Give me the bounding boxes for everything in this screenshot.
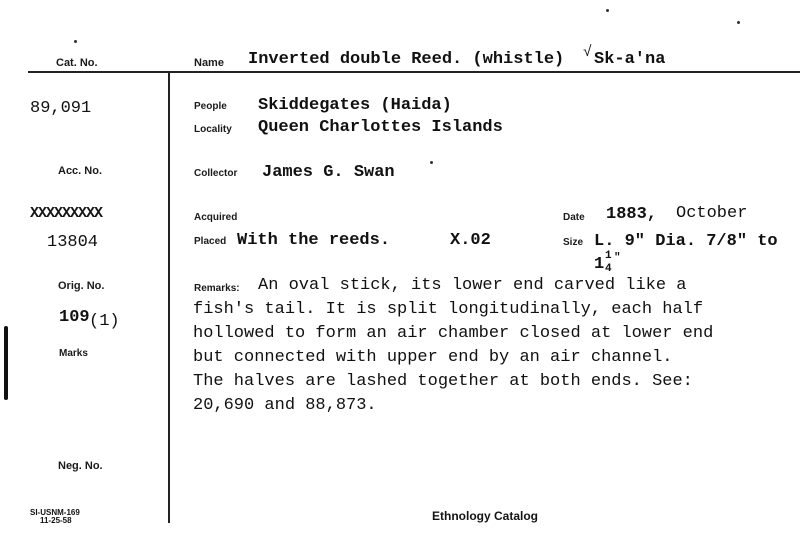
ink-dot: [430, 161, 433, 164]
ink-dot: [74, 40, 77, 43]
collector-label: Collector: [194, 168, 238, 179]
remarks-line: but connected with upper end by an air channel.: [193, 348, 673, 367]
size-fraction-denominator: 4: [605, 263, 612, 275]
size-fraction-numerator: 1: [605, 250, 612, 262]
form-id-line-1: SI-USNM-169: [30, 508, 80, 517]
collector-value: James G. Swan: [262, 163, 395, 182]
size-fraction-unit: ": [614, 252, 621, 264]
orig-no-label: Orig. No.: [58, 280, 105, 292]
acquired-label: Acquired: [194, 212, 238, 223]
locality-label: Locality: [194, 124, 232, 135]
neg-no-label: Neg. No.: [58, 460, 103, 472]
marks-label: Marks: [59, 348, 88, 359]
date-year-value: 1883,: [606, 205, 658, 224]
form-id-line-2: 11-25-58: [40, 516, 72, 525]
catalog-title: Ethnology Catalog: [432, 509, 538, 523]
header-rule: [28, 71, 800, 73]
remarks-line: The halves are lashed together at both ends. See:: [193, 372, 693, 391]
native-name-value: Sk-a'na: [594, 50, 666, 69]
form-id: [30, 509, 80, 525]
remarks-line: fish's tail. It is split longitudinally, each half: [193, 300, 704, 319]
remarks-line: 20,690 and 88,873.: [193, 396, 377, 415]
orig-no-suffix: (1): [89, 312, 120, 331]
acc-no-label: Acc. No.: [58, 165, 103, 177]
placed-label: Placed: [194, 236, 227, 247]
people-label: People: [194, 101, 227, 112]
people-value: Skiddegates (Haida): [258, 96, 452, 115]
acc-no-struck-value: XXXXXXXXX: [30, 205, 103, 222]
size-label: Size: [563, 237, 584, 248]
cat-no-value: 89,091: [30, 99, 92, 118]
placed-code-value: X.02: [450, 231, 491, 250]
name-label: Name: [194, 57, 224, 69]
checkmark-icon: √: [583, 44, 593, 61]
remarks-line: hollowed to form an air chamber closed at lower end: [193, 324, 714, 343]
locality-value: Queen Charlottes Islands: [258, 118, 503, 137]
date-month-value: October: [676, 204, 748, 223]
cat-no-label: Cat. No.: [56, 57, 98, 69]
placed-value: With the reeds.: [237, 231, 391, 250]
ink-dot: [606, 9, 609, 12]
date-label: Date: [563, 212, 585, 223]
remarks-line: An oval stick, its lower end carved like a: [258, 276, 687, 295]
name-value: Inverted double Reed. (whistle): [248, 50, 565, 69]
card-edge-mark: [4, 326, 8, 400]
remarks-label: Remarks:: [194, 283, 240, 294]
acc-no-value: 13804: [47, 233, 99, 252]
size-value: L. 9" Dia. 7/8" to: [594, 232, 778, 251]
size-value-whole: 1: [594, 255, 605, 274]
ink-dot: [737, 21, 740, 24]
orig-no-value: 109: [59, 308, 90, 327]
column-rule: [168, 71, 170, 523]
